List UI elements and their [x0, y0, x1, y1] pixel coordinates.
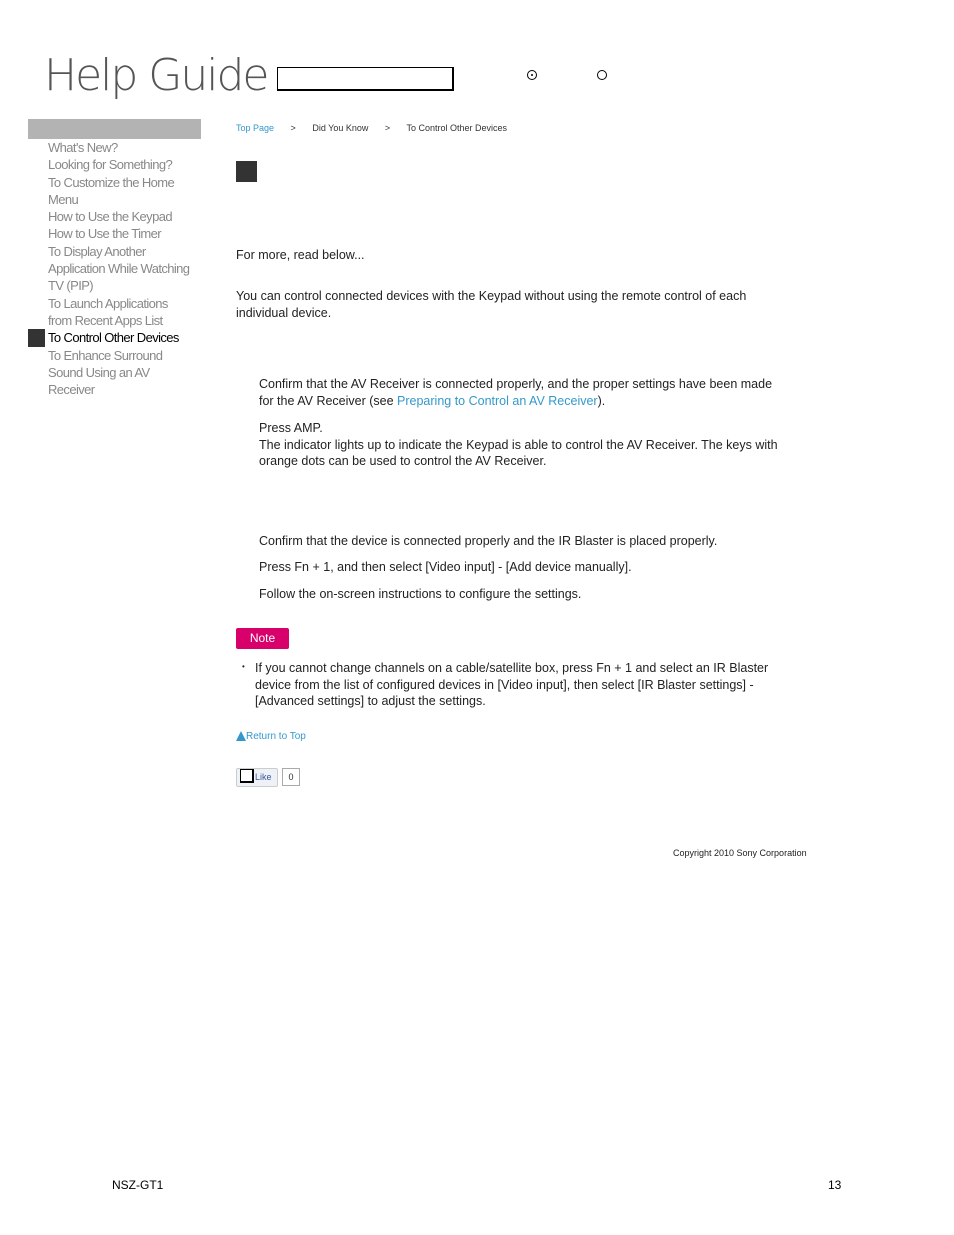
sidebar-item-whats-new[interactable]: What's New? — [48, 140, 118, 155]
current-item-marker — [28, 329, 45, 347]
search-scope-radio-1[interactable] — [527, 70, 537, 80]
return-to-top-link[interactable] — [236, 731, 306, 742]
note-badge: Note — [236, 628, 289, 649]
note-bullet: • — [242, 662, 245, 671]
note-text — [255, 660, 768, 710]
av-step-2 — [259, 420, 778, 470]
breadcrumb-top-page[interactable]: Top Page — [236, 123, 275, 133]
sidebar-item-display-another-app[interactable]: To Display Another — [48, 243, 146, 259]
sidebar-header — [28, 119, 201, 139]
search-scope-radio-2[interactable] — [597, 70, 607, 80]
more-text: For more, read below... — [236, 248, 365, 262]
note-line: If you cannot change channels on a cable/satellite box, press Fn + 1 and select an IR Blaster — [255, 661, 769, 675]
like-count: 0 — [282, 768, 300, 786]
sidebar-item-customize-home-menu-cont[interactable]: Menu — [48, 191, 79, 207]
sidebar-item-control-other-devices[interactable]: To Control Other Devices — [48, 330, 179, 346]
sidebar-item-looking-for-something[interactable]: Looking for Something? — [48, 157, 173, 173]
up-arrow-icon — [236, 731, 246, 741]
sidebar-item-enhance-surround[interactable]: To Enhance Surround — [48, 347, 163, 363]
search-input[interactable] — [277, 67, 454, 91]
intro-paragraph — [236, 288, 746, 321]
sidebar-item-display-another-app-cont2[interactable]: TV (PIP) — [48, 278, 94, 294]
breadcrumb-separator: > — [290, 123, 296, 133]
like-label: Like — [255, 772, 272, 782]
sidebar-item-use-timer[interactable]: How to Use the Timer — [48, 226, 161, 242]
av-step-1-suffix: ). — [597, 393, 606, 408]
intro-line: You can control connected devices with the Keypad without using the remote control of each — [236, 289, 747, 303]
breadcrumb-section[interactable]: Did You Know — [312, 123, 369, 133]
preparing-av-receiver-link[interactable]: Preparing to Control an AV Receiver — [397, 393, 598, 408]
note-line: [Advanced settings] to adjust the settings. — [255, 694, 486, 708]
sidebar-item-use-keypad[interactable]: How to Use the Keypad — [48, 209, 172, 225]
av-step-2-title: Press AMP. — [259, 421, 323, 435]
ir-step-2: Press Fn + 1, and then select [Video input] - [Add device manually]. — [259, 560, 632, 574]
copyright: Copyright 2010 Sony Corporation — [673, 848, 807, 858]
av-step-1-line — [259, 393, 772, 410]
breadcrumb-separator: > — [384, 123, 391, 133]
like-checkbox-icon — [240, 769, 254, 783]
return-to-top-label: Return to Top — [246, 731, 306, 742]
heading-marker — [236, 161, 257, 182]
ir-step-3: Follow the on-screen instructions to configure the settings. — [259, 587, 582, 601]
ir-step-1: Confirm that the device is connected properly and the IR Blaster is placed properly. — [259, 534, 718, 548]
breadcrumb — [236, 123, 521, 133]
note-line: device from the list of configured devices in [Video input], then select [IR Blaster settings] - — [255, 677, 754, 692]
intro-line: individual device. — [236, 305, 332, 320]
breadcrumb-current: To Control Other Devices — [406, 123, 508, 133]
footer-model: NSZ-GT1 — [112, 1178, 164, 1192]
av-step-1 — [259, 376, 772, 409]
sidebar-item-customize-home-menu[interactable]: To Customize the Home — [48, 174, 175, 190]
sidebar-item-launch-apps-cont[interactable]: from Recent Apps List — [48, 312, 163, 328]
sidebar-item-enhance-surround-cont[interactable]: Sound Using an AV — [48, 364, 150, 380]
sidebar-item-launch-apps[interactable]: To Launch Applications — [48, 295, 168, 311]
sidebar-item-display-another-app-cont[interactable]: Application While Watching — [48, 261, 190, 277]
av-step-2-line: The indicator lights up to indicate the Keypad is able to control the AV Receiver. The keys with — [259, 437, 778, 452]
av-step-1-line: Confirm that the AV Receiver is connected properly, and the proper settings have been made — [259, 377, 773, 391]
page-number: 13 — [828, 1178, 842, 1192]
av-step-1-prefix: for the AV Receiver (see — [259, 393, 398, 408]
page-title: Help Guide — [44, 50, 268, 101]
sidebar-nav — [48, 139, 208, 398]
sidebar-item-enhance-surround-cont2[interactable]: Receiver — [48, 382, 95, 398]
av-step-2-line: orange dots can be used to control the AV Receiver. — [259, 454, 547, 468]
